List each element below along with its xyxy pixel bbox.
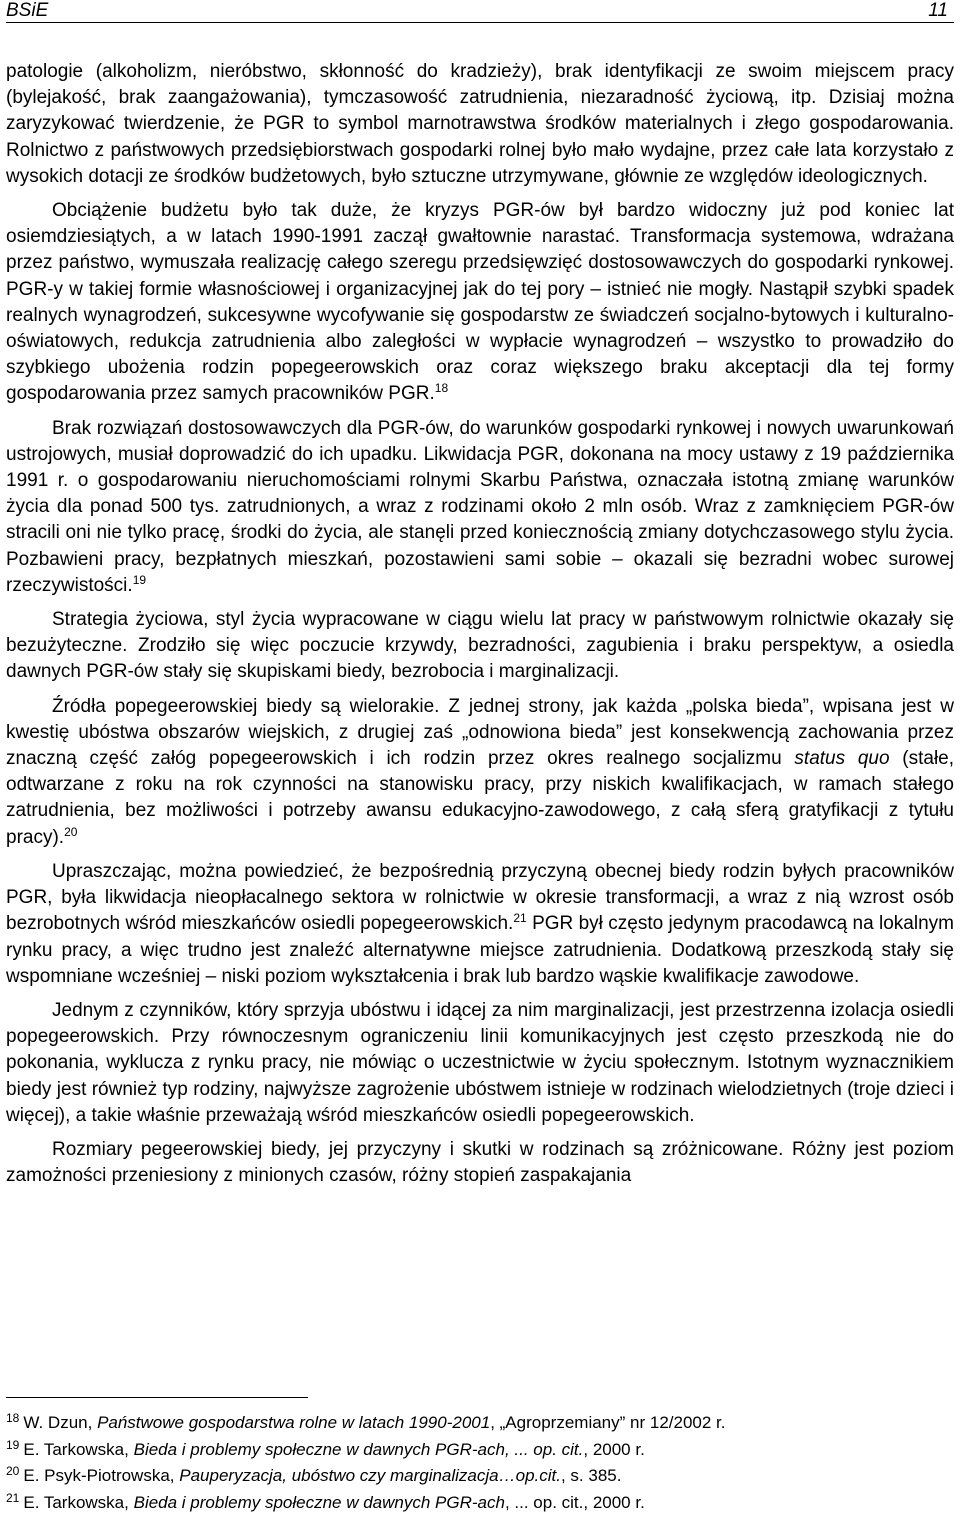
footnote-ref-21[interactable]: 21	[513, 911, 527, 926]
paragraph-7: Jednym z czynników, który sprzyja ubóstwu i idącej za nim marginalizacji, jest przestrzenna izolacja osiedli popegeerowskich. Przy równoczesnym ograniczeniu linii komunikacyjnych jest często przeszkodą nie do pokonania, wyklucza z rynku pracy, nie mówiąc o uczestnictwie w życiu społecznym. Istotnym wyznacznikiem biedy jest również typ rodziny, najwyższe zagrożenie ubóstwem istnieje w rodzinach wielodzietnych (troje dzieci i więcej), a takie właśnie przeważają wśród mieszkańców osiedli popegeerowskich.	[6, 999, 954, 1126]
running-header	[6, 0, 954, 23]
footnote-ref-19[interactable]: 19	[132, 572, 147, 587]
footnote-20: $^{20}$ E. Psyk-Piotrowska, Pauperyzacja, ubóstwo czy marginalizacja…op.cit., s. 385.	[6, 1464, 622, 1485]
paragraph-6: Upraszczając, można powiedzieć, że bezpośrednią przyczyną obecnej biedy rodzin byłych pracowników PGR, była likwidacja nieopłacalnego sektora w rolnictwie w okresie transformacji, a wraz z nią wzrost osób bezrobotnych wśród mieszkańców osiedli popegeerowskich.$^{21}$ PGR był często jedynym pracodawcą na lokalnym rynku pracy, a więc trudno jest znaleźć alternatywne miejsce zatrudnienia. Dodatkową przeszkodą stały się wspomniane wcześniej – niski poziom wykształcenia i brak lub bardzo wąskie kwalifikacje zawodowe.	[6, 860, 954, 987]
footnote-separator	[6, 1397, 308, 1398]
main-text	[6, 59, 954, 1197]
footnote-18: $^{18}$ W. Dzun, Państwowe gospodarstwa rolne w latach 1990-2001, „Agroprzemiany” nr 12/2002 r.	[6, 1411, 726, 1432]
paragraph-8: Rozmiary pegeerowskiej biedy, jej przyczyny i skutki w rodzinach są zróżnicowane. Różny jest poziom zamożności przeniesiony z minionych czasów, różny stopień zaspakajania	[6, 1138, 954, 1187]
paragraph-2: Obciążenie budżetu było tak duże, że kryzys PGR-ów był bardzo widoczny już pod koniec lat osiemdziesiątych, a w latach 1990-1991 zaczął gwałtownie narastać. Transformacja systemowa, wdrażana przez państwo, wymuszała realizację całego szeregu przedsięwzięć dostosowawczych do gospodarki rynkowej. PGR-y w takiej formie własnościowej i organizacyjnej jak do tej pory – istnieć nie mogły. Nastąpił szybki spadek realnych wynagrodzeń, sukcesywne wycofywanie się gospodarstw ze świadczeń socjalno-bytowych i kulturalno-oświatowych, redukcja zatrudnienia albo zaległości w wypłacie wynagrodzeń – wszystko to prowadziło do szybkiego ubożenia rodzin popegeerowskich oraz coraz większego braku akceptacji dla tej formy gospodarowania przez samych pracowników PGR.$^{18}$	[6, 200, 954, 405]
footnote-21: $^{21}$ E. Tarkowska, Bieda i problemy społeczne w dawnych PGR-ach, ... op. cit., 2000 r.	[6, 1490, 645, 1512]
paragraph-1: patologie (alkoholizm, nieróbstwo, skłonność do kradzieży), brak identyfikacji ze swoim miejscem pracy (bylejakość, brak zaangażowania), tymczasowość zatrudnienia, niezaradność życiową, itp. Dzisiaj można zaryzykować twierdzenie, że PGR to symbol marnotrawstwa środków materialnych i złego gospodarowania. Rolnictwo z państwowych przedsiębiorstwach gospodarki rolnej było mało wydajne, przez całe lata korzystało z wysokich dotacji ze środków budżetowych, było sztuczne utrzymywane, głównie ze względów ideologicznych.	[6, 61, 954, 187]
journal-name: BSiE	[6, 0, 49, 21]
page-number: 11	[928, 0, 948, 21]
footnote-19: $^{19}$ E. Tarkowska, Bieda i problemy społeczne w dawnych PGR-ach, ... op. cit., 2000 r.	[6, 1437, 645, 1459]
footnote-ref-20[interactable]: 20	[64, 824, 78, 839]
paragraph-5: Źródła popegeerowskiej biedy są wielorakie. Z jednej strony, jak każda „polska bieda”, wpisana jest w kwestię ubóstwa obszarów wiejskich, z drugiej zaś „odnowiona bieda” jest konsekwencją zachowania przez znaczną część załóg popegeerowskich i ich rodzin przez okres realnego socjalizmu status quo (stałe, odtwarzane z roku na rok czynności na stanowisku pracy, przy niskich kwalifikacjach, w ramach stałego zatrudnienia, bez możliwości i potrzeby awansu edukacyjno-zawodowego, z całą sferą gratyfikacji z tytułu pracy).$^{20}$	[6, 695, 955, 848]
footnotes	[6, 1410, 954, 1516]
footnote-ref-18[interactable]: 18	[434, 381, 449, 396]
paragraph-4: Strategia życiowa, styl życia wypracowane w ciągu wielu lat pracy w państwowym rolnictwie okazały się bezużyteczne. Zrodziło się więc poczucie krzywdy, bezradności, zagubienia i braku perspektyw, a osiedla dawnych PGR-ów stały się skupiskami biedy, bezrobocia i marginalizacji.	[6, 609, 954, 683]
italic-phrase: status quo	[794, 748, 890, 770]
paragraph-3: Brak rozwiązań dostosowawczych dla PGR-ów, do warunków gospodarki rynkowej i nowych uwarunkowań ustrojowych, musiał doprowadzić do ich upadku. Likwidacja PGR, dokonana na mocy ustawy z 19 października 1991 r. o gospodarowaniu nieruchomościami rolnymi Skarbu Państwa, oznaczała istotną zmianę warunków życia dla ponad 500 tys. zatrudnionych, a wraz z rodzinami około 2 mln osób. Wraz z zamknięciem PGR-ów stracili oni nie tylko pracę, środki do życia, ale stanęli przed koniecznością zmiany dotychczasowego stylu życia. Pozbawieni pracy, bezpłatnych mieszkań, pozostawieni sami sobie – okazali się bezradni wobec surowej rzeczywistości.$^{19}$	[6, 417, 954, 596]
